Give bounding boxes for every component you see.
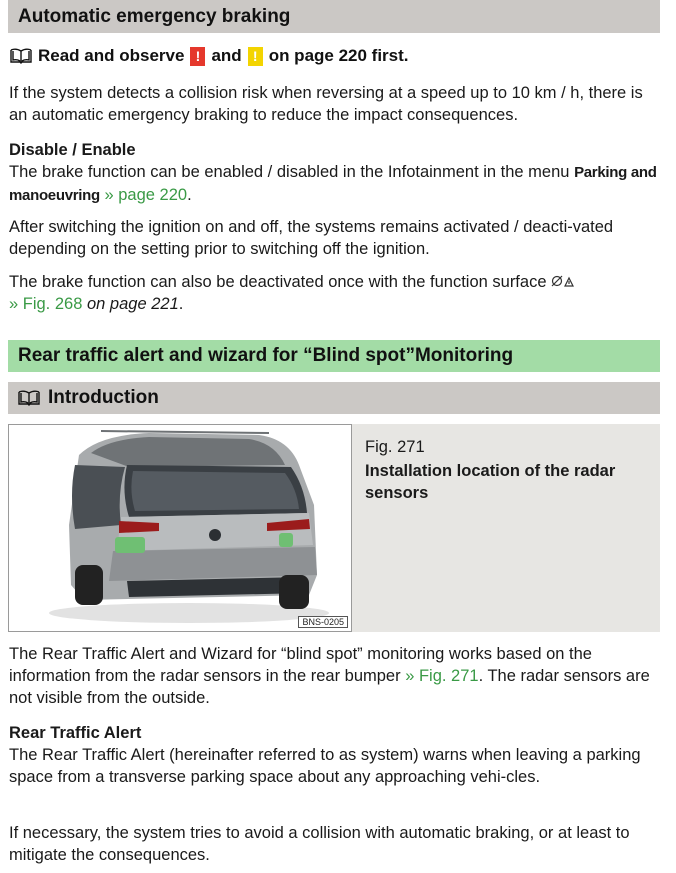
paragraph-text: If the system detects a collision risk when reversing at a speed up to 10 km / h, there is an automatic emergency braking to reduce the impact consequences. xyxy=(9,84,643,124)
paragraph-ignition xyxy=(9,216,661,260)
section-title: Introduction xyxy=(48,387,159,408)
paragraph-text: After switching the ignition on and off, the systems remains activated / deacti-vated depending on the setting prior to switching off the ignition. xyxy=(9,218,614,258)
paragraph-text: The brake function can be enabled / disabled in the Infotainment in the menu xyxy=(9,163,570,181)
subheading-disable-enable: Disable / Enable xyxy=(9,141,136,159)
paragraph-brake-function xyxy=(9,161,661,207)
page-220-link[interactable]: » page 220 xyxy=(104,186,188,204)
punct: . xyxy=(178,295,184,313)
read-suffix: on page 220 first. xyxy=(268,46,409,65)
book-icon xyxy=(18,390,40,406)
paragraph-text: . The radar sensors are not visible from the outside. xyxy=(9,667,650,707)
section-title: Rear traffic alert and wizard for “Blind spot”Monitoring xyxy=(18,345,514,366)
disable-enable-block xyxy=(9,139,661,207)
subsection-heading-introduction xyxy=(8,382,660,414)
fig-268-link[interactable]: » Fig. 268 xyxy=(9,295,83,313)
subheading-rear-traffic-alert: Rear Traffic Alert xyxy=(9,724,142,742)
fig-271-link[interactable]: » Fig. 271 xyxy=(405,667,479,685)
paragraph-text: If necessary, the system tries to avoid a collision with automatic braking, or at least to mitigate the consequences. xyxy=(9,824,630,864)
section-heading-emergency-braking xyxy=(8,0,660,33)
paragraph-collision-risk xyxy=(9,82,661,126)
menu-name: Parking and manoeuvring xyxy=(9,164,657,204)
rear-traffic-alert-block xyxy=(9,722,661,788)
paragraph-system-warns: The Rear Traffic Alert (hereinafter referred to as system) warns when leaving a parking space from a transverse parking space about any approaching vehi-cles. xyxy=(9,746,641,786)
section-heading-rear-traffic-alert xyxy=(8,340,660,372)
page-221-ref: on page 221 xyxy=(86,295,179,313)
paragraph-text: The Rear Traffic Alert and Wizard for “blind spot” monitoring works based on the information from the radar sensors in the rear bumper xyxy=(9,645,592,685)
warning-red-icon: ! xyxy=(190,47,205,66)
figure-271 xyxy=(8,424,660,632)
section-title: Automatic emergency braking xyxy=(18,5,291,27)
punct: . xyxy=(187,186,192,204)
read-observe-notice xyxy=(10,44,409,68)
warning-yellow-icon: ! xyxy=(248,47,263,66)
paragraph-avoid-collision xyxy=(9,822,661,866)
paragraph-radar-sensors xyxy=(9,643,661,709)
read-prefix: Read and observe xyxy=(38,46,185,65)
book-icon xyxy=(10,48,32,64)
function-surface-icon xyxy=(551,273,575,291)
figure-caption: Installation location of the radar sensors xyxy=(365,462,616,502)
figure-number: Fig. 271 xyxy=(365,438,425,456)
car-rear-photo xyxy=(8,424,352,632)
paragraph-text: The brake function can also be deactivated once with the function surface xyxy=(9,273,547,291)
paragraph-deactivate-once xyxy=(9,271,661,315)
read-and: and xyxy=(211,46,242,65)
figure-code: BNS-0205 xyxy=(298,616,348,628)
